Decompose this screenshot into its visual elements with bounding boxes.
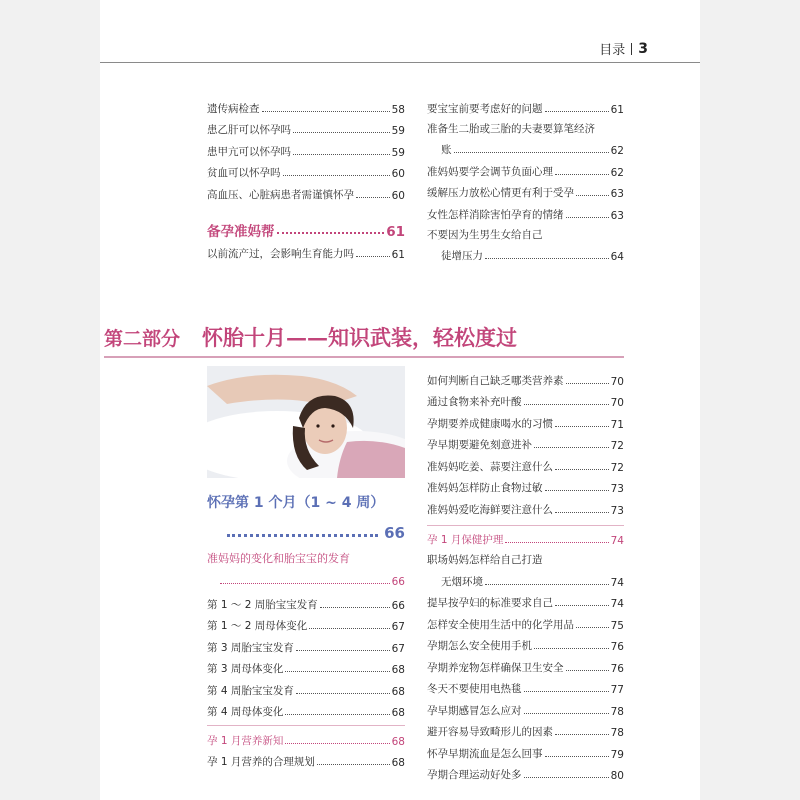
part-label: 第二部分 — [104, 327, 181, 350]
toc-entry-page: 80 — [610, 770, 624, 782]
toc-entry-page: 74 — [610, 576, 624, 589]
dot-leader — [320, 607, 390, 608]
dot-leader — [505, 542, 608, 543]
toc-entry — [207, 676, 405, 698]
dot-leader — [545, 756, 609, 757]
toc-entry-title: 准妈妈吃姜、蒜要注意什么 — [427, 460, 553, 473]
toc-entry-page: 72 — [610, 440, 624, 452]
toc-entry-page: 70 — [610, 375, 624, 388]
toc-entry — [427, 179, 624, 201]
toc-entry-page: 68 — [391, 664, 405, 676]
toc-entry-page: 79 — [610, 748, 624, 761]
toc-entry — [427, 718, 624, 740]
toc-entry-page: 61 — [610, 103, 624, 116]
toc-entry-page: 62 — [610, 166, 624, 179]
toc-entry-page: 67 — [391, 642, 405, 655]
toc-entry — [427, 409, 624, 431]
toc-entry-page: 59 — [391, 125, 405, 137]
toc-entry-title: 要宝宝前要考虑好的问题 — [427, 102, 543, 115]
page-header — [100, 30, 700, 63]
toc-entry-title: 准妈妈怎样防止食物过敏 — [427, 482, 543, 494]
toc-entry-page: 74 — [610, 598, 624, 610]
dot-leader — [309, 628, 389, 629]
toc-entry-title: 第 1 ～ 2 周母体变化 — [207, 620, 308, 632]
dot-leader — [524, 404, 609, 405]
toc-entry-page: 68 — [391, 707, 405, 719]
dot-leader — [454, 152, 609, 153]
toc-entry — [207, 633, 405, 655]
dot-leader — [576, 627, 609, 628]
toc-entry-page: 62 — [610, 145, 624, 157]
dot-leader — [485, 258, 609, 259]
toc-column-bottom-left — [207, 590, 405, 769]
toc-entry-page: 63 — [610, 209, 624, 222]
toc-entry-title: 女性怎样消除害怕孕育的情绪 — [427, 208, 564, 221]
toc-entry-page: 72 — [610, 461, 624, 474]
toc-entry-first-line: 不要因为生男生女给自己 — [427, 228, 543, 241]
toc-entry-title: 孕早期要避免刻意进补 — [427, 439, 532, 451]
section-heading — [427, 525, 624, 548]
toc-column-top-left — [207, 94, 405, 261]
sub-heading-page-number: 66 — [391, 576, 405, 588]
dot-leader — [545, 490, 609, 491]
dot-leader — [534, 447, 609, 448]
toc-entry-title: 孕 1 月营养的合理规划 — [207, 756, 315, 768]
toc-entry-title: 第 4 周母体变化 — [207, 706, 284, 718]
toc-entry-title: 孕 1 月营养新知 — [207, 734, 284, 747]
toc-entry-page: 68 — [391, 685, 405, 698]
toc-entry-title: 避开容易导致畸形儿的因素 — [427, 726, 553, 738]
toc-entry-page: 70 — [610, 397, 624, 409]
month-heading-page — [227, 520, 405, 542]
dot-leader — [566, 670, 609, 671]
dot-leader — [555, 426, 609, 427]
dot-leader — [285, 671, 389, 672]
toc-entry-page: 78 — [610, 705, 624, 718]
toc-entry-title: 准妈妈爱吃海鲜要注意什么 — [427, 503, 553, 516]
toc-entry-title: 第 4 周胎宝宝发育 — [207, 684, 294, 697]
dot-leader — [524, 777, 609, 778]
dot-leader — [356, 256, 390, 257]
toc-entry-page: 68 — [391, 735, 405, 748]
toc-entry — [207, 240, 405, 262]
section-heading — [207, 725, 405, 748]
toc-entry-title: 孕期合理运动好处多 — [427, 769, 522, 781]
toc-entry-title: 患甲亢可以怀孕吗 — [207, 145, 291, 158]
dot-leader — [545, 111, 609, 112]
woman-resting-photo — [207, 366, 405, 478]
toc-entry-page: 73 — [610, 483, 624, 495]
toc-entry-continuation — [427, 242, 624, 264]
toc-entry — [207, 655, 405, 677]
spacer — [427, 517, 624, 525]
toc-entry-page: 61 — [391, 249, 405, 261]
toc-entry-title: 第 1 ～ 2 周胎宝宝发育 — [207, 598, 318, 611]
part-banner — [104, 318, 624, 358]
toc-entry — [207, 698, 405, 720]
dot-leader — [277, 232, 385, 234]
toc-entry-title: 第 3 周母体变化 — [207, 663, 284, 675]
dot-leader — [555, 734, 609, 735]
sub-heading-page — [220, 572, 405, 588]
toc-entry-page: 78 — [610, 727, 624, 739]
toc-entry-title: 怎样安全使用生活中的化学用品 — [427, 618, 574, 631]
toc-entry-title: 准妈妈要学会调节负面心理 — [427, 165, 553, 178]
toc-entry-page: 61 — [386, 223, 405, 240]
toc-entry-continuation — [427, 567, 624, 589]
toc-entry-first-line: 准备生二胎或三胎的夫妻要算笔经济 — [427, 122, 595, 135]
toc-entry-title-cont: 无烟环境 — [441, 575, 483, 588]
dot-leader — [227, 534, 378, 537]
dot-leader — [566, 217, 609, 218]
dot-leader — [555, 469, 609, 470]
toc-entry — [427, 495, 624, 517]
toc-entry-title-cont: 账 — [441, 144, 452, 156]
toc-entry-title: 第 3 周胎宝宝发育 — [207, 641, 294, 654]
dot-leader — [534, 648, 609, 649]
toc-entry — [427, 696, 624, 718]
dot-leader — [317, 764, 390, 765]
toc-entry — [207, 748, 405, 770]
dot-leader — [220, 583, 390, 584]
section-label: 目录 — [599, 43, 626, 58]
toc-entry — [427, 157, 624, 179]
toc-entry — [207, 612, 405, 634]
toc-entry — [427, 94, 624, 116]
dot-leader — [285, 743, 389, 744]
toc-entry-title-cont: 徒增压力 — [441, 250, 483, 262]
toc-entry-page: 60 — [391, 168, 405, 180]
toc-entry — [207, 94, 405, 116]
dot-leader — [262, 111, 390, 112]
header-divider — [631, 43, 632, 55]
toc-entry-page: 77 — [610, 684, 624, 696]
month-heading: 怀孕第 1 个月（1 ~ 4 周） — [207, 495, 385, 511]
toc-entry-title: 孕期怎么安全使用手机 — [427, 640, 532, 652]
toc-entry-title: 贫血可以怀孕吗 — [207, 167, 281, 179]
toc-entry-page: 76 — [610, 641, 624, 653]
toc-entry-title: 患乙肝可以怀孕吗 — [207, 124, 291, 136]
toc-entry-title: 通过食物来补充叶酸 — [427, 396, 522, 408]
dot-leader — [296, 650, 390, 651]
toc-entry-title: 高血压、心脏病患者需谨慎怀孕 — [207, 188, 354, 201]
dot-leader — [524, 713, 609, 714]
toc-entry-page: 60 — [391, 189, 405, 202]
dot-leader — [555, 605, 609, 606]
spacer — [207, 202, 405, 212]
dot-leader — [485, 584, 609, 585]
toc-entry — [427, 474, 624, 496]
toc-entry-title: 孕期要养成健康喝水的习惯 — [427, 417, 553, 430]
page-number: 3 — [638, 40, 648, 57]
toc-entry-title: 怀孕早期流血是怎么回事 — [427, 747, 543, 760]
toc-entry-page: 64 — [610, 251, 624, 263]
toc-entry-title: 孕期养宠物怎样确保卫生安全 — [427, 661, 564, 674]
toc-entry-title: 孕 1 月保健护理 — [427, 534, 504, 546]
toc-entry-title: 孕早期感冒怎么应对 — [427, 704, 522, 717]
dot-leader — [285, 714, 389, 715]
toc-entry — [207, 159, 405, 181]
toc-entry-title: 以前流产过，会影响生育能力吗 — [207, 248, 354, 260]
dot-leader — [566, 383, 609, 384]
toc-entry-page: 66 — [391, 599, 405, 612]
dot-leader — [296, 693, 390, 694]
part-title: 怀胎十月——知识武装，轻松度过 — [202, 325, 518, 350]
running-head — [599, 39, 648, 58]
toc-entry-page: 58 — [391, 103, 405, 116]
toc-entry — [427, 589, 624, 611]
toc-entry-title: 缓解压力放松心情更有利于受孕 — [427, 187, 574, 199]
toc-entry — [427, 632, 624, 654]
dot-leader — [576, 195, 609, 196]
toc-entry — [427, 675, 624, 697]
toc-entry — [427, 452, 624, 474]
toc-entry-page: 76 — [610, 662, 624, 675]
dot-leader — [555, 512, 609, 513]
toc-entry — [207, 116, 405, 138]
toc-entry — [427, 739, 624, 761]
dot-leader — [524, 691, 609, 692]
month-page-number: 66 — [384, 524, 405, 542]
toc-entry-title: 提早按孕妇的标准要求自己 — [427, 597, 553, 609]
toc-entry — [427, 200, 624, 222]
toc-entry — [427, 610, 624, 632]
toc-entry — [427, 653, 624, 675]
toc-column-top-right — [427, 94, 624, 263]
toc-entry-title: 冬天不要使用电热毯 — [427, 683, 522, 695]
dot-leader — [356, 197, 390, 198]
dot-leader — [293, 132, 390, 133]
sub-heading: 准妈妈的变化和胎宝宝的发育 — [207, 552, 350, 565]
dot-leader — [293, 154, 390, 155]
toc-entry-title: 备孕准妈帮 — [207, 223, 275, 240]
toc-column-bottom-right — [427, 366, 624, 782]
toc-entry — [207, 590, 405, 612]
toc-entry-page: 73 — [610, 504, 624, 517]
section-heading — [207, 212, 405, 240]
toc-entry-page: 75 — [610, 619, 624, 632]
toc-entry-page: 71 — [610, 418, 624, 431]
toc-entry — [427, 431, 624, 453]
toc-entry — [427, 366, 624, 388]
dot-leader — [555, 174, 609, 175]
toc-entry — [427, 761, 624, 783]
toc-entry-page: 68 — [391, 757, 405, 769]
dot-leader — [283, 175, 390, 176]
toc-entry-page: 67 — [391, 621, 405, 633]
toc-entry-title: 遗传病检查 — [207, 102, 260, 115]
toc-entry-first-line: 职场妈妈怎样给自己打造 — [427, 554, 543, 566]
toc-entry-page: 63 — [610, 188, 624, 200]
toc-entry-page: 59 — [391, 146, 405, 159]
toc-entry-title: 如何判断自己缺乏哪类营养素 — [427, 374, 564, 387]
toc-entry — [207, 180, 405, 202]
toc-entry — [427, 388, 624, 410]
toc-entry-continuation — [427, 136, 624, 158]
toc-entry-page: 74 — [610, 535, 624, 547]
toc-entry — [207, 137, 405, 159]
